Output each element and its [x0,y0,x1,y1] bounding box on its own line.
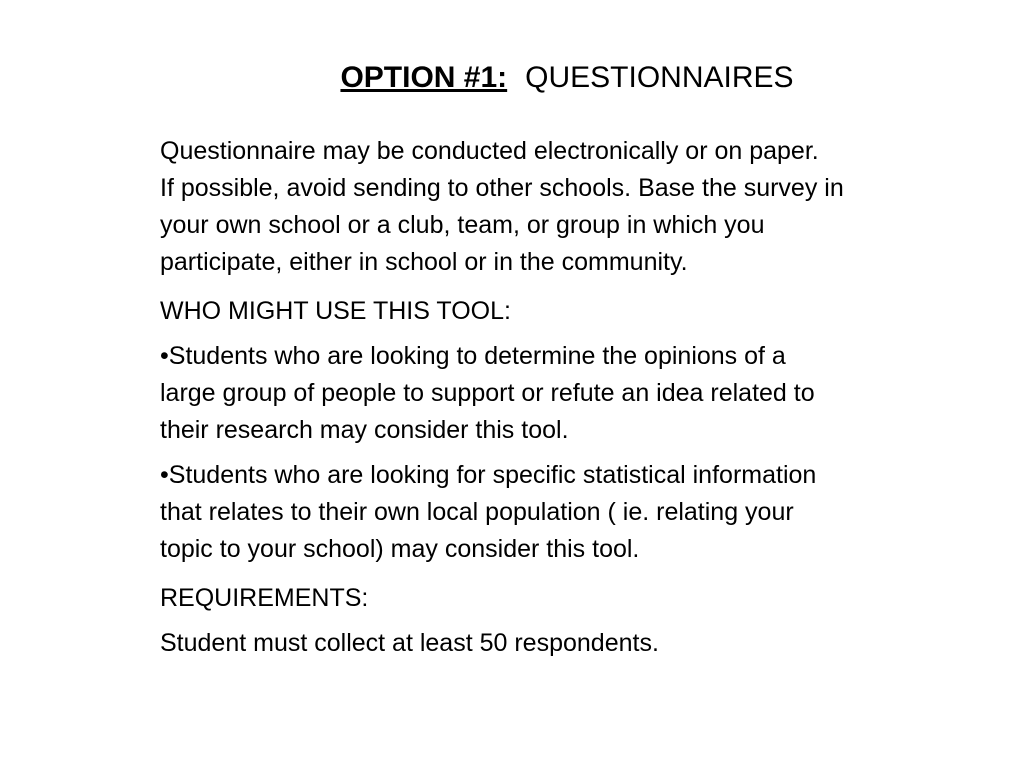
intro-line: your own school or a club, team, or group in which you [160,211,765,239]
bullet-line: topic to your school) may consider this tool. [160,535,640,563]
bullet-dot-icon: • [160,342,169,370]
bullet-item-2 [160,457,1020,568]
spacer [160,449,1020,457]
who-heading [160,293,1020,330]
bullet-line: that relates to their own local population ( ie. relating your [160,498,794,526]
spacer [160,281,1020,293]
spacer [160,330,1020,338]
bullet-line [160,338,1020,375]
intro-line: If possible, avoid sending to other schools. Base the survey in [160,174,844,202]
slide-title [0,56,1024,100]
intro-line: Questionnaire may be conducted electronically or on paper. [160,137,819,165]
title-prefix: OPTION #1: [340,61,508,94]
who-heading-text: WHO MIGHT USE THIS TOOL: [160,297,511,325]
bullet-dot-icon: • [160,461,169,489]
intro-paragraph [160,133,1020,281]
bullet-line [160,457,1020,494]
requirements-paragraph [160,625,1020,662]
spacer [160,568,1020,580]
bullet-text: Students who are looking to determine the opinions of a [168,342,786,370]
intro-line: participate, either in school or in the community. [160,248,688,276]
requirements-heading [160,580,1020,617]
spacer [160,617,1020,625]
bullet-text: Students who are looking for specific statistical information [168,461,817,489]
requirements-text: Student must collect at least 50 respondents. [160,629,659,657]
bullet-line: their research may consider this tool. [160,416,569,444]
requirements-heading-text: REQUIREMENTS: [160,584,369,612]
bullet-line: large group of people to support or refute an idea related to [160,379,815,407]
bullet-item-1 [160,338,1020,449]
title-text: QUESTIONNAIRES [525,61,794,94]
slide-body [160,133,1020,662]
